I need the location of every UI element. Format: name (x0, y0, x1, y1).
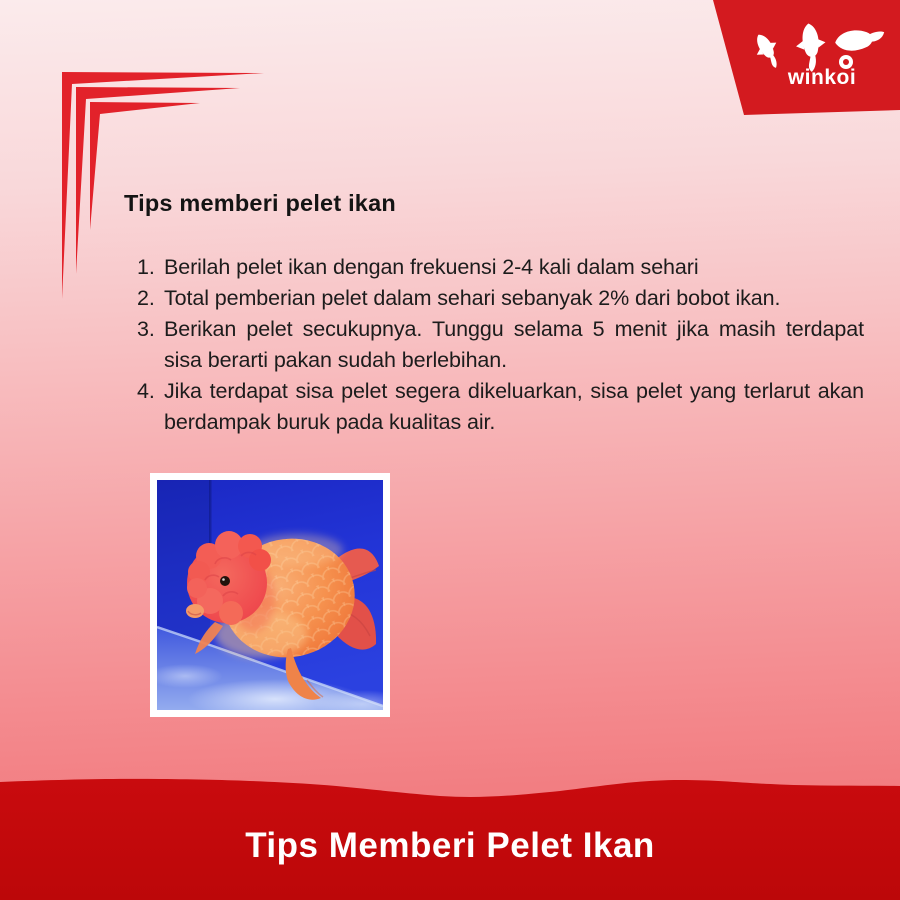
list-item (137, 283, 864, 314)
winkoi-logo-badge (700, 0, 900, 120)
list-item-text: Jika terdapat sisa pelet segera dikeluarkan, sisa pelet yang terlarut akan berdampak buruk pada kualitas air. (164, 379, 864, 434)
list-item-number: 2. (137, 286, 155, 310)
footer-banner (0, 770, 900, 900)
list-item-text: Berikan pelet secukupnya. Tunggu selama 5 menit jika masih terdapat sisa berarti pakan sudah berlebihan. (164, 317, 864, 372)
koi-fish-icon (700, 0, 900, 120)
list-item-number: 1. (137, 255, 155, 279)
list-item-number: 3. (137, 317, 155, 341)
footer-title: Tips Memberi Pelet Ikan (245, 826, 655, 865)
list-item-text: Total pemberian pelet dalam sehari sebanyak 2% dari bobot ikan. (164, 286, 781, 310)
tips-list (137, 252, 864, 438)
winkoi-logo-text: winkoi (787, 66, 857, 89)
ranchu-goldfish-image (157, 480, 383, 710)
list-item (137, 252, 864, 283)
list-item (137, 314, 864, 376)
list-item-number: 4. (137, 379, 155, 403)
list-item-text: Berilah pelet ikan dengan frekuensi 2-4 kali dalam sehari (164, 255, 699, 279)
page-title: Tips memberi pelet ikan (124, 190, 396, 216)
list-item (137, 376, 864, 438)
fish-photo (150, 473, 390, 717)
